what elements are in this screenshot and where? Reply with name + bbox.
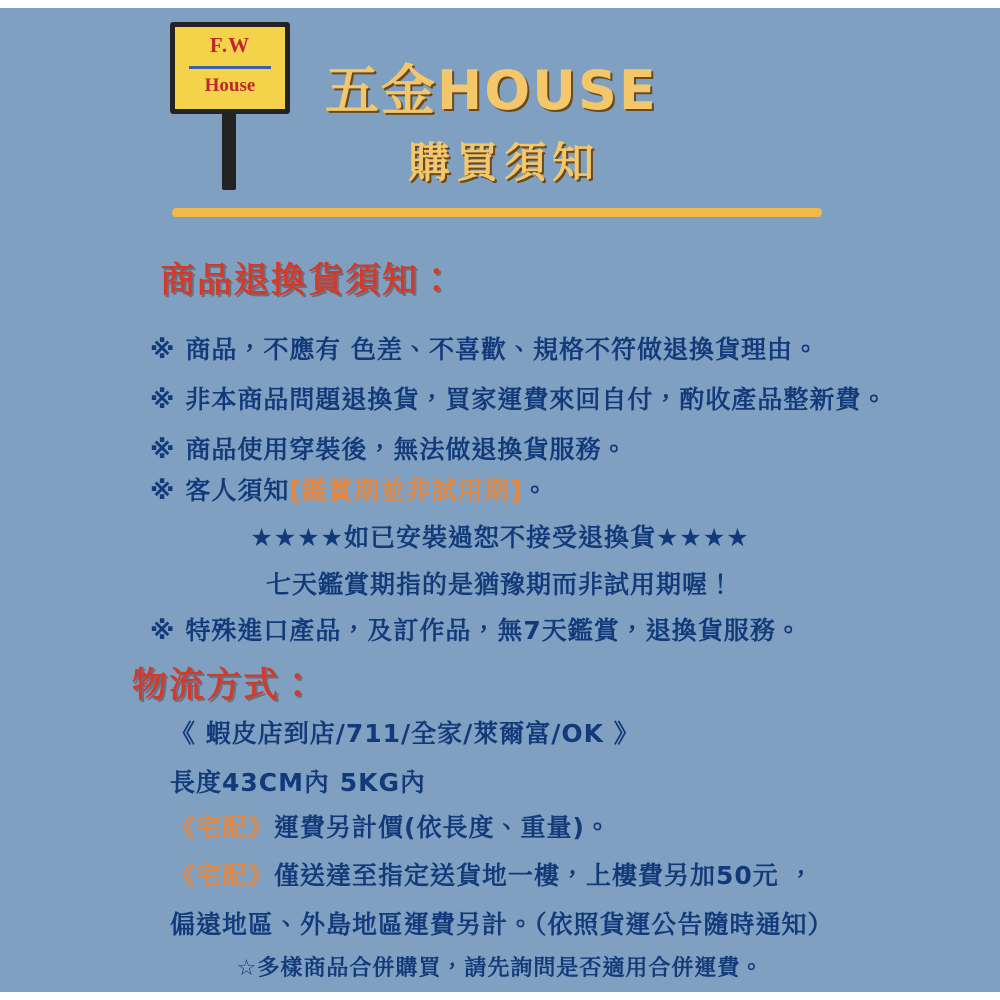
logistics-combined-shipping-note: ☆多樣商品合併購買，請先詢問是否適用合併運費。 <box>236 956 764 981</box>
logistics-home-delivery-fee <box>170 808 611 844</box>
header-divider <box>172 208 822 217</box>
bullet-icon: ※ <box>150 385 176 414</box>
poster-header <box>0 8 1000 208</box>
sign-divider-line <box>189 66 271 69</box>
returns-star-line: ★★★★如已安裝過恕不接受退換貨★★★★ <box>250 523 750 552</box>
poster-canvas <box>0 8 1000 992</box>
returns-item-1-text: 商品，不應有 色差、不喜歡、規格不符做退換貨理由。 <box>185 335 820 364</box>
customer-notice-suffix: 。 <box>522 476 549 505</box>
returns-center-line: 七天鑑賞期指的是猶豫期而非試用期喔！ <box>265 570 734 599</box>
returns-item-2 <box>150 380 887 416</box>
returns-item-4 <box>150 611 802 647</box>
customer-notice-prefix: 客人須知 <box>185 476 290 505</box>
sign-brand-word: House <box>204 75 256 96</box>
home-delivery-text-1: 運費另計價(依長度、重量)。 <box>274 813 611 842</box>
bullet-icon: ※ <box>150 476 176 505</box>
returns-item-4-text: 特殊進口產品，及訂作品，無7天鑑賞，退換貨服務。 <box>185 616 802 645</box>
returns-item-3-text: 商品使用穿裝後，無法做退換貨服務。 <box>185 435 628 464</box>
customer-notice-highlight: [鑑賞期並非試用期] <box>289 476 523 505</box>
sign-brand-initials: F.W <box>209 33 251 57</box>
returns-item-3 <box>150 430 627 466</box>
home-delivery-tag-1: 《宅配》 <box>170 813 275 842</box>
home-delivery-text-2: 僅送達至指定送貨地一樓，上樓費另加50元 ， <box>274 861 815 890</box>
bullet-icon: ※ <box>150 335 176 364</box>
signpost-pole-icon <box>222 112 236 190</box>
returns-item-1 <box>150 330 819 366</box>
returns-customer-notice <box>150 471 548 507</box>
logistics-size-limit: 長度43CM內 5KG內 <box>170 768 427 797</box>
logistics-remote-area: 偏遠地區、外島地區運費另計。（依照貨運公告隨時通知） <box>170 910 834 939</box>
logistics-home-delivery-floor <box>170 856 815 892</box>
bullet-icon: ※ <box>150 616 176 645</box>
returns-item-2-text: 非本商品問題退換貨，買家運費來回自付，酌收產品整新費。 <box>185 385 888 414</box>
logistics-store-pickup: 《 蝦皮店到店/711/全家/萊爾富/OK 》 <box>170 719 640 748</box>
home-delivery-tag-2: 《宅配》 <box>170 861 275 890</box>
page-title: 五金HOUSE <box>325 59 658 122</box>
logistics-section-heading: 物流方式： <box>132 666 318 706</box>
sign-board-icon <box>170 22 290 114</box>
bullet-icon: ※ <box>150 435 176 464</box>
page-subtitle: 購買須知 <box>408 138 601 187</box>
signpost-logo <box>170 22 300 192</box>
returns-section-heading: 商品退換貨須知： <box>160 261 457 301</box>
